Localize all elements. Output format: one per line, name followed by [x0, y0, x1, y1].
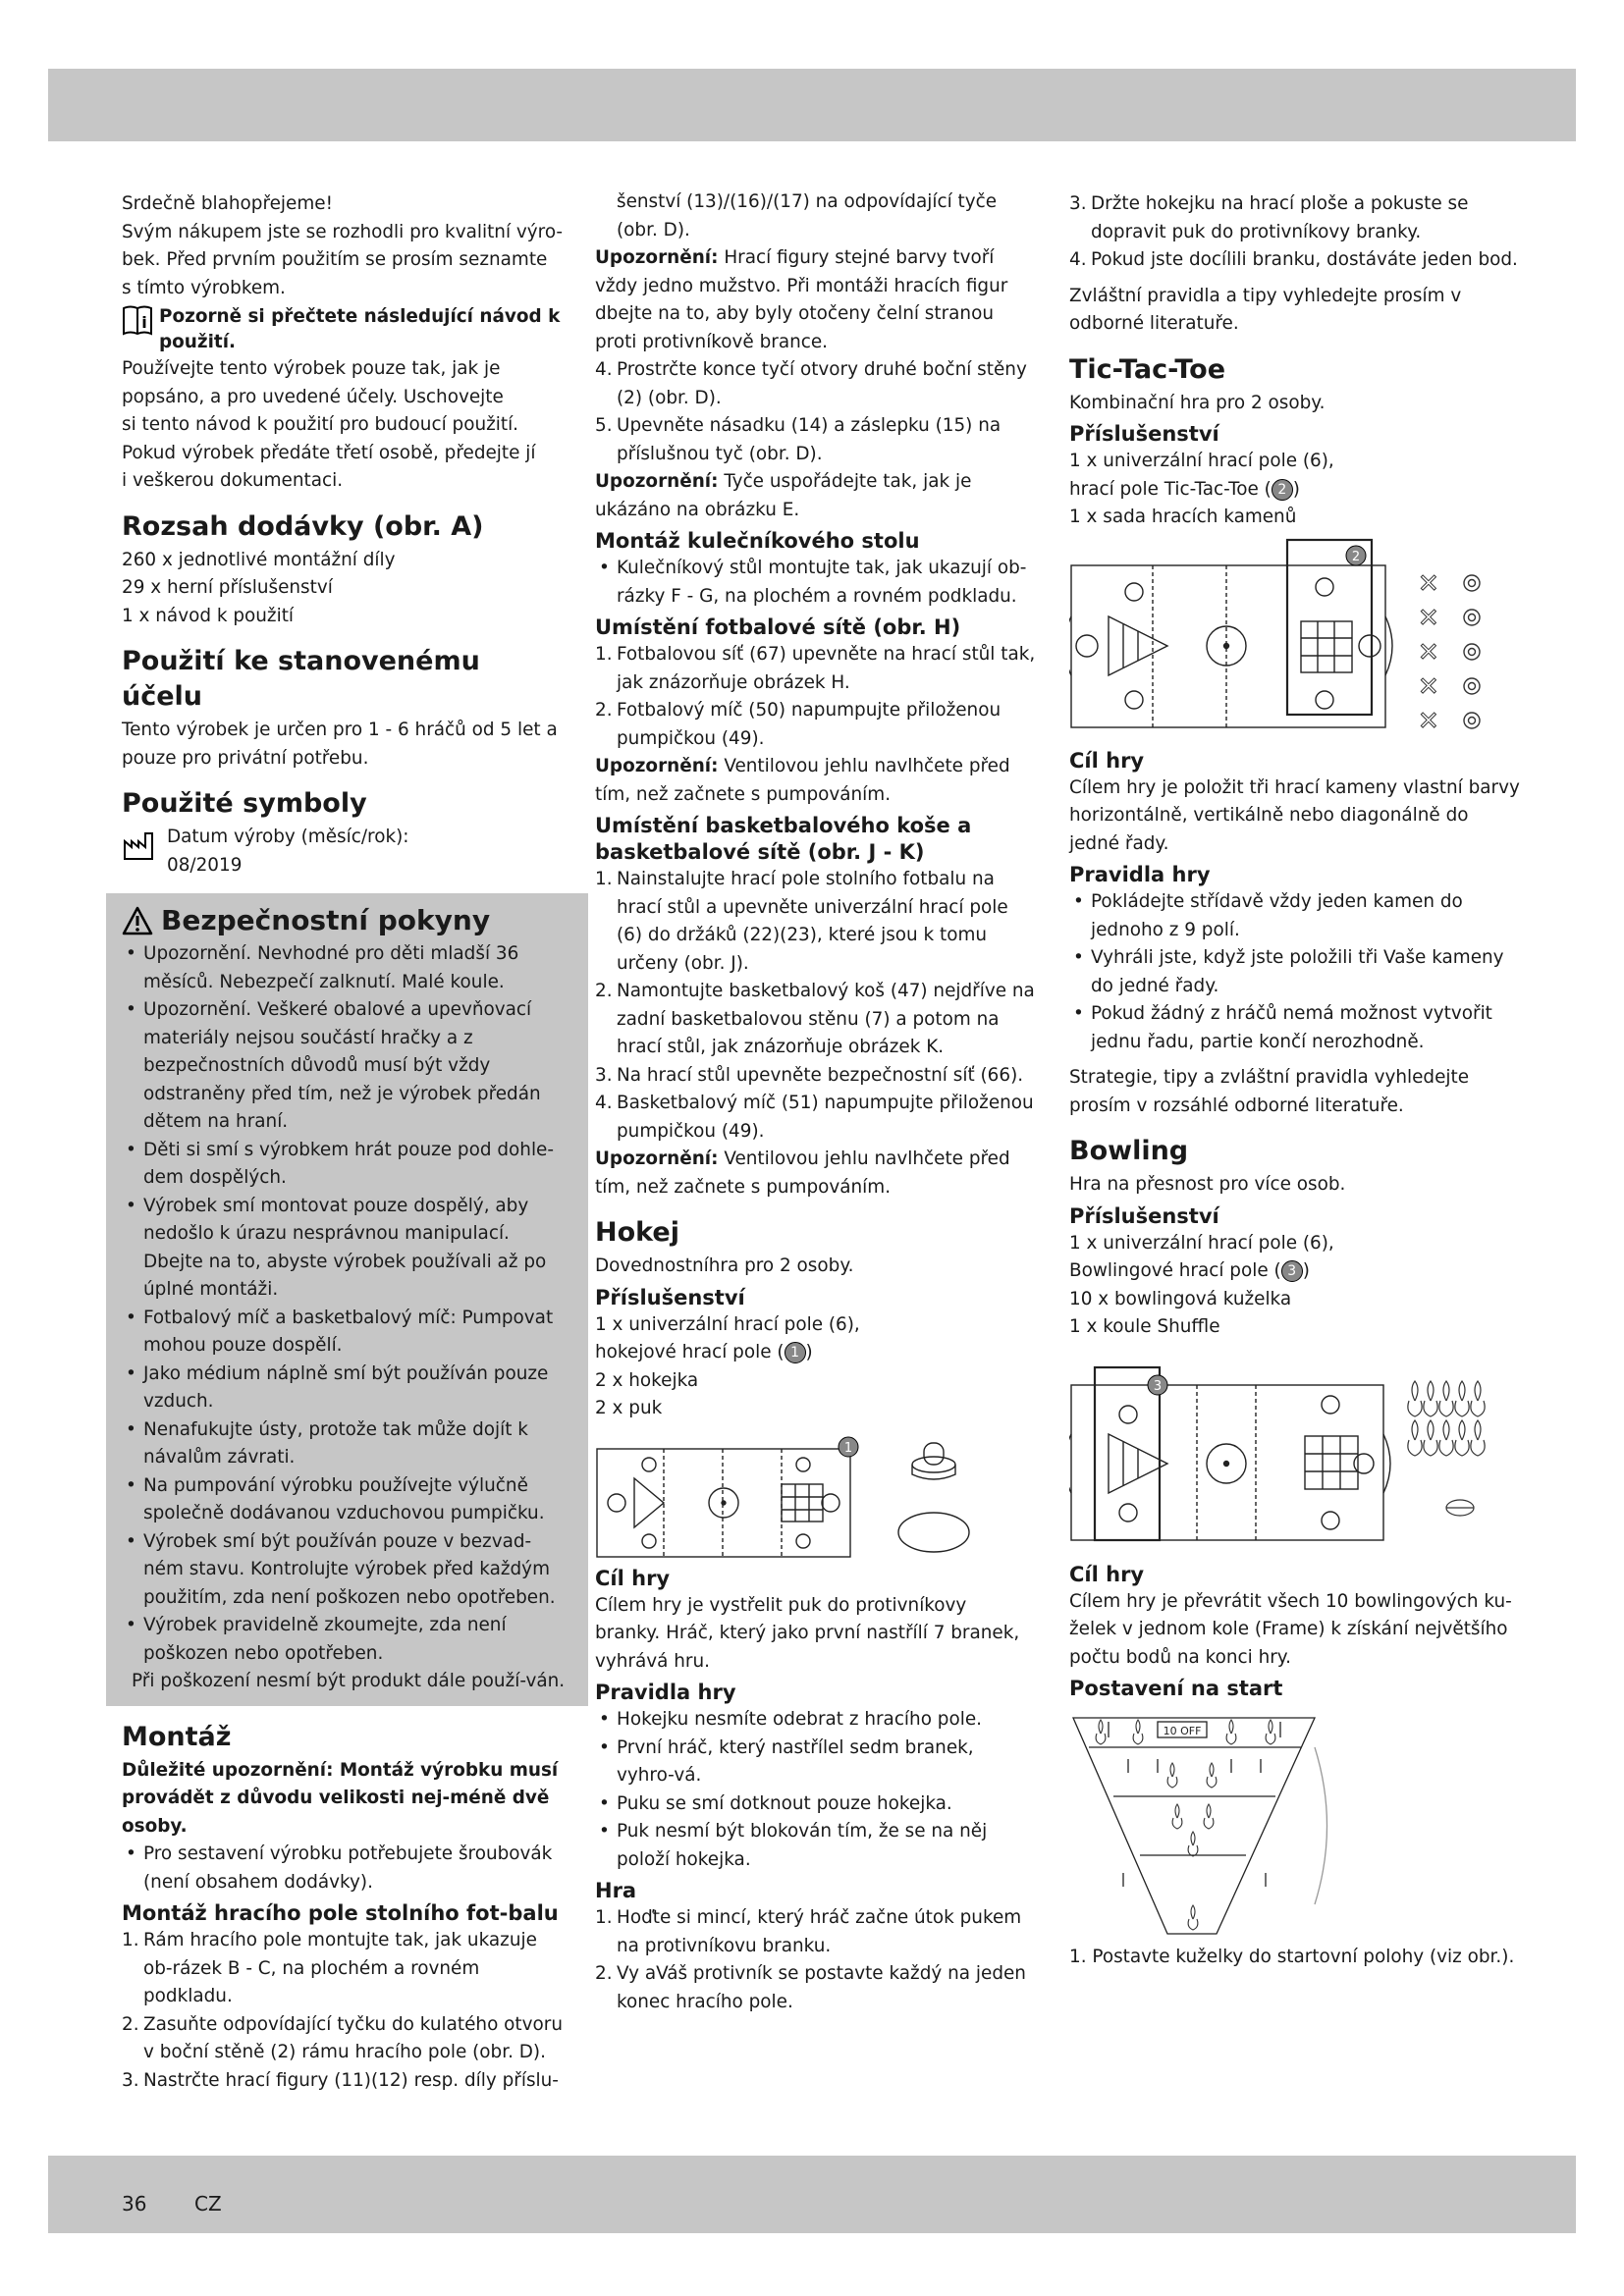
- ttt-rules-heading: Pravidla hry: [1069, 863, 1211, 886]
- svg-text:✕: ✕: [1418, 671, 1439, 702]
- accessory-line: 2 x puk: [595, 1398, 663, 1418]
- continued-text: šenství (13)/(16)/(17) na odpovídající tyče (obr. D).: [617, 191, 998, 240]
- basket-steps: [595, 866, 1037, 1146]
- hockey-field-diagram: [595, 1429, 1027, 1562]
- safety-item: • Na pumpování výrobku používejte výlučně společně dodávanou vzduchovou pumpičku.: [122, 1472, 568, 1528]
- accessory-line: 2 x hokejka: [595, 1369, 699, 1391]
- step-item: 4. Pokud jste docílili branku, dostáváte jeden bod.: [1069, 249, 1518, 270]
- step-item: 4. Basketbalový míč (51) napumpujte přiloženou pumpičkou (49).: [595, 1093, 1034, 1142]
- column-3: [1069, 190, 1521, 1972]
- billiard-heading: Montáž kulečníkového stolu: [595, 529, 920, 553]
- usage-text: [122, 355, 568, 496]
- bowling-intro: Hra na přesnost pro více osob.: [1069, 1174, 1346, 1195]
- step-item: 2. Zasuňte odpovídající tyčku do kulatého otvoru v boční stěně (2) rámu hracího pole (obr. D).: [122, 2013, 563, 2062]
- rule-item: • Pokud žádný z hráčů nemá možnost vytvořit jednu řadu, partie končí nerozhodně.: [1069, 1000, 1521, 1056]
- safety-item: • Výrobek smí montovat pouze dospělý, aby nedošlo k úrazu nesprávnou manipulací. Dbejte na to, abyste výrobek používali až po úplné montáži.: [122, 1193, 568, 1305]
- svg-text:✕: ✕: [1418, 603, 1439, 633]
- safety-item: • Fotbalový míč a basketbalový míč: Pumpovat mohou pouze dospělí.: [122, 1305, 568, 1361]
- accessory-line: 1 x sada hracích kamenů: [1069, 507, 1297, 527]
- note-title: Pozorně si přečtete následující návod k použití.: [159, 306, 561, 352]
- step-item: 2. Vy aVáš protivník se postavte každý na jeden konec hracího pole.: [595, 1963, 1026, 2012]
- assembly-heading: Montáž: [122, 1721, 232, 1752]
- usage-line: si tento návod k použití pro budoucí použití.: [122, 414, 519, 435]
- safety-item: • Upozornění. Veškeré obalové a upevňovací materiály nejsou součástí hračky a z bezpečnostních důvodů musí být vždy odstraněny před tím, než je výrobek předán dětem na hraní.: [122, 996, 568, 1137]
- rule-item: • Pokládejte střídavě vždy jeden kamen do jednoho z 9 polí.: [1069, 888, 1521, 944]
- billiard-item: • Kulečníkový stůl montujte tak, jak ukazují ob-rázky F - G, na plochém a rovném podkladu.: [595, 555, 1037, 611]
- football-field-steps: [122, 1927, 568, 2095]
- ttt-field-number: 2: [1351, 549, 1361, 564]
- accessory-line: Bowlingové hrací pole ( 3 ): [1069, 1260, 1310, 1281]
- hockey-steps-cont: [1069, 190, 1521, 275]
- safety-item: • Děti si smí s výrobkem hrát pouze pod dohle-dem dospělých.: [122, 1137, 568, 1193]
- header-band: [48, 69, 1576, 141]
- delivery-item: 1 x návod k použití: [122, 605, 295, 626]
- goal-net-heading: Umístění fotbalové sítě (obr. H): [595, 615, 961, 639]
- svg-text:10 OFF: 10 OFF: [1163, 1725, 1202, 1737]
- step-item: 1. Nainstalujte hrací pole stolního fotbalu na hrací stůl a upevněte univerzální hrací pole (6) do držáků (22)(23), které jsou k tomu určeny (obr. J).: [595, 869, 1008, 974]
- factory-date-icon: [122, 829, 155, 863]
- special-rules-text: Zvláštní pravidla a tipy vyhledejte prosím v odborné literatuře.: [1069, 285, 1462, 334]
- start-position-diagram: [1069, 1708, 1334, 1944]
- assembly-list: [122, 1841, 568, 1896]
- step-item: 1. Hoďte si mincí, který hráč začne útok pukem na protivníkovu branku.: [595, 1907, 1022, 1956]
- intro-text: [122, 190, 568, 302]
- safety-closing: Při poškození nesmí být produkt dále použí-ván.: [132, 1671, 566, 1691]
- intro-line: s tímto výrobkem.: [122, 277, 286, 298]
- safety-item: • Výrobek pravidelně zkoumejte, zda není poškozen nebo opotřeben.: [122, 1612, 568, 1668]
- intended-use-heading: Použití ke stanovenému účelu: [122, 646, 480, 712]
- safety-item: • Nenafukujte ústy, protože tak může dojít k návalům závrati.: [122, 1416, 568, 1472]
- step-item: 1. Rám hracího pole montujte tak, jak ukazuje ob-rázek B - C, na plochém a rovném podkladu.: [122, 1930, 537, 2006]
- step-item: 5. Upevněte násadku (14) a záslepku (15) na příslušnou tyč (obr. D).: [595, 415, 1001, 464]
- hockey-rules-list: [595, 1706, 1037, 1874]
- safety-item: • Upozornění. Nevhodné pro děti mladší 36 měsíců. Nebezpečí zalknutí. Malé koule.: [122, 940, 568, 996]
- hockey-rules-heading: Pravidla hry: [595, 1681, 736, 1704]
- start-pins-group: [1096, 1720, 1275, 1930]
- ttt-goal-heading: Cíl hry: [1069, 748, 1145, 773]
- rule-item: • Puk nesmí být blokován tím, že se na něj položí hokejka.: [595, 1818, 1037, 1874]
- field-number-badge: 3: [1281, 1260, 1303, 1282]
- intro-line: Svým nákupem jste se rozhodli pro kvalitní výro-: [122, 221, 564, 242]
- page-number: 36: [122, 2192, 147, 2216]
- language-code: CZ: [194, 2192, 222, 2216]
- warning-triangle-icon: [122, 906, 153, 935]
- hockey-goal-heading: Cíl hry: [595, 1566, 671, 1590]
- hockey-game-steps: [595, 1904, 1037, 2016]
- ttt-goal-text: Cílem hry je položit tři hrací kameny vlastní barvy horizontálně, vertikálně nebo diagonálně do jedné řady.: [1069, 776, 1520, 854]
- ttt-accessories-heading: Příslušenství: [1069, 422, 1219, 446]
- ttt-intro: Kombinační hra pro 2 osoby.: [1069, 392, 1326, 413]
- intended-use-text: Tento výrobek je určen pro 1 - 6 hráčů od 5 let a pouze pro privátní potřebu.: [122, 720, 558, 769]
- column-2: [595, 188, 1037, 2016]
- rule-item: • První hráč, který nastřílel sedm branek, vyhro-vá.: [595, 1735, 1037, 1790]
- bowling-goal-text: Cílem hry je převrátit všech 10 bowlingových ku-želek v jednom kole (Frame) k získání největšího počtu bodů na konci hry.: [1069, 1590, 1512, 1668]
- bowling-goal-heading: Cíl hry: [1069, 1562, 1145, 1586]
- accessory-line: 10 x bowlingová kuželka: [1069, 1288, 1292, 1309]
- goal-steps: [595, 641, 1037, 753]
- safety-heading: [122, 901, 568, 940]
- ttt-strategy-text: Strategie, tipy a zvláštní pravidla vyhledejte prosím v rozsáhlé odborné literatuře.: [1069, 1067, 1470, 1116]
- step-item: 1. Fotbalovou síť (67) upevněte na hrací stůl tak, jak znázorňuje obrázek H.: [595, 644, 1036, 693]
- delivery-item: 260 x jednotlivé montážní díly: [122, 549, 396, 570]
- assembly-important: Důležité upozornění: Montáž výrobku musí provádět z důvodu velikosti nej-méně dvě osoby.: [122, 1759, 559, 1837]
- symbols-heading: Použité symboly: [122, 788, 367, 819]
- step-item: 2. Namontujte basketbalový koš (47) nejdříve na zadní basketbalovou stěnu (7) a potom na hrací stůl, jak znázorňuje obrázek K.: [595, 981, 1035, 1057]
- field-number-badge: 1: [785, 1342, 806, 1363]
- note-paragraph: Upozornění: Tyče uspořádejte tak, jak je ukázáno na obrázku E.: [595, 471, 972, 520]
- manufacture-date-symbol: [122, 824, 568, 880]
- safety-box: [106, 893, 588, 1706]
- safety-item: • Jako médium náplně smí být používán pouze vzduch.: [122, 1361, 568, 1416]
- step-item: 4. Prostrčte konce tyčí otvory druhé boční stěny (2) (obr. D).: [595, 359, 1027, 408]
- usage-line: Pokud výrobek předáte třetí osobě, předejte jí: [122, 442, 536, 463]
- symbol-value: 08/2019: [167, 854, 243, 876]
- bowling-field-diagram: [1069, 1365, 1511, 1542]
- hockey-accessories-heading: Příslušenství: [595, 1285, 745, 1309]
- accessory-line: 1 x univerzální hrací pole (6),: [1069, 451, 1334, 471]
- intro-line: Srdečně blahopřejeme!: [122, 193, 333, 214]
- ttt-heading: Tic-Tac-Toe: [1069, 353, 1226, 385]
- hockey-game-heading: Hra: [595, 1879, 637, 1902]
- football-field-heading: Montáž hracího pole stolního fot-balu: [122, 1901, 559, 1925]
- safety-title-text: Bezpečnostní pokyny: [161, 904, 491, 936]
- rule-item: • Hokejku nesmíte odebrat z hracího pole.: [595, 1706, 1037, 1735]
- bowling-field-number: 3: [1153, 1378, 1163, 1394]
- note-paragraph: Upozornění: Ventilovou jehlu navlhčete před tím, než začnete s pumpováním.: [595, 756, 1010, 805]
- ttt-field-diagram: [1069, 538, 1501, 734]
- hockey-field-number: 1: [843, 1440, 853, 1456]
- safety-list: [122, 940, 568, 1668]
- svg-text:i: i: [141, 313, 147, 332]
- svg-text:✕: ✕: [1418, 637, 1439, 667]
- rule-item: • Vyhráli jste, když jste položili tři Vaše kameny do jedné řady.: [1069, 944, 1521, 1000]
- usage-line: popsáno, a pro uvedené účely. Uschovejte: [122, 386, 504, 407]
- pins-group: [1408, 1381, 1485, 1516]
- start-position-heading: Postavení na start: [1069, 1677, 1283, 1700]
- delivery-heading: Rozsah dodávky (obr. A): [122, 510, 484, 542]
- step-item: 3. Na hrací stůl upevněte bezpečnostní síť (66).: [595, 1064, 1024, 1086]
- billiard-list: [595, 555, 1037, 611]
- bowling-accessories-heading: Příslušenství: [1069, 1203, 1219, 1228]
- rule-item: • Puku se smí dotknout pouze hokejka.: [595, 1790, 1037, 1819]
- intro-line: bek. Před prvním použitím se prosím seznamte: [122, 249, 548, 270]
- step-item: 2. Fotbalový míč (50) napumpujte přiloženou pumpičkou (49).: [595, 700, 1001, 749]
- ttt-x-stones: [1418, 569, 1439, 734]
- hockey-goal-text: Cílem hry je vystřelit puk do protivníkovy branky. Hráč, který jako první nastřílí 7 branek, vyhrává hru.: [595, 1594, 1020, 1672]
- delivery-item: 29 x herní příslušenství: [122, 577, 333, 598]
- accessory-line: 1 x univerzální hrací pole (6),: [595, 1313, 860, 1335]
- read-manual-note: [122, 304, 568, 355]
- usage-line: Používejte tento výrobek pouze tak, jak je: [122, 358, 501, 379]
- bowling-heading: Bowling: [1069, 1136, 1189, 1166]
- start-position-step: 1. Postavte kuželky do startovní polohy (viz obr.).: [1069, 1947, 1515, 1967]
- safety-item: • Výrobek smí být používán pouze v bezvad-ném stavu. Kontrolujte výrobek před každým použitím, zda není poškozen nebo opotřeben.: [122, 1528, 568, 1613]
- accessory-line: 1 x univerzální hrací pole (6),: [1069, 1232, 1334, 1254]
- accessory-line: 1 x koule Shuffle: [1069, 1316, 1220, 1337]
- accessory-line: hokejové hrací pole ( 1 ): [595, 1342, 813, 1362]
- step-item: 3. Držte hokejku na hrací ploše a pokuste se dopravit puk do protivníkovy branky.: [1069, 193, 1469, 242]
- column-1: [122, 190, 568, 2095]
- steps-list: [595, 356, 1037, 468]
- note-paragraph: Upozornění: Ventilovou jehlu navlhčete před tím, než začnete s pumpováním.: [595, 1148, 1010, 1198]
- ttt-rules-list: [1069, 888, 1521, 1056]
- note-paragraph: Upozornění: Hrací figury stejné barvy tvoří vždy jedno mužstvo. Při montáži hracích figur dbejte na to, aby byly otočeny čelní stranou proti protivníkově brance.: [595, 247, 1008, 352]
- accessory-line: hrací pole Tic-Tac-Toe ( 2 ): [1069, 478, 1300, 500]
- svg-text:✕: ✕: [1418, 706, 1439, 734]
- symbol-label: Datum výroby (měsíc/rok):: [167, 827, 409, 847]
- info-book-icon: [122, 304, 153, 338]
- svg-text:✕: ✕: [1418, 568, 1439, 599]
- hockey-heading: Hokej: [595, 1217, 679, 1248]
- field-number-badge: 2: [1272, 479, 1293, 501]
- hockey-intro: Dovednostníhra pro 2 osoby.: [595, 1255, 854, 1276]
- assembly-item: • Pro sestavení výrobku potřebujete šroubovák (není obsahem dodávky).: [122, 1841, 568, 1896]
- basket-heading: Umístění basketbalového koše a basketbalové sítě (obr. J - K): [595, 814, 972, 864]
- footer-band: [48, 2156, 1576, 2233]
- usage-line: i veškerou dokumentaci.: [122, 470, 344, 491]
- step-item: 3. Nastrčte hrací figury (11)(12) resp. díly příslu-: [122, 2069, 559, 2091]
